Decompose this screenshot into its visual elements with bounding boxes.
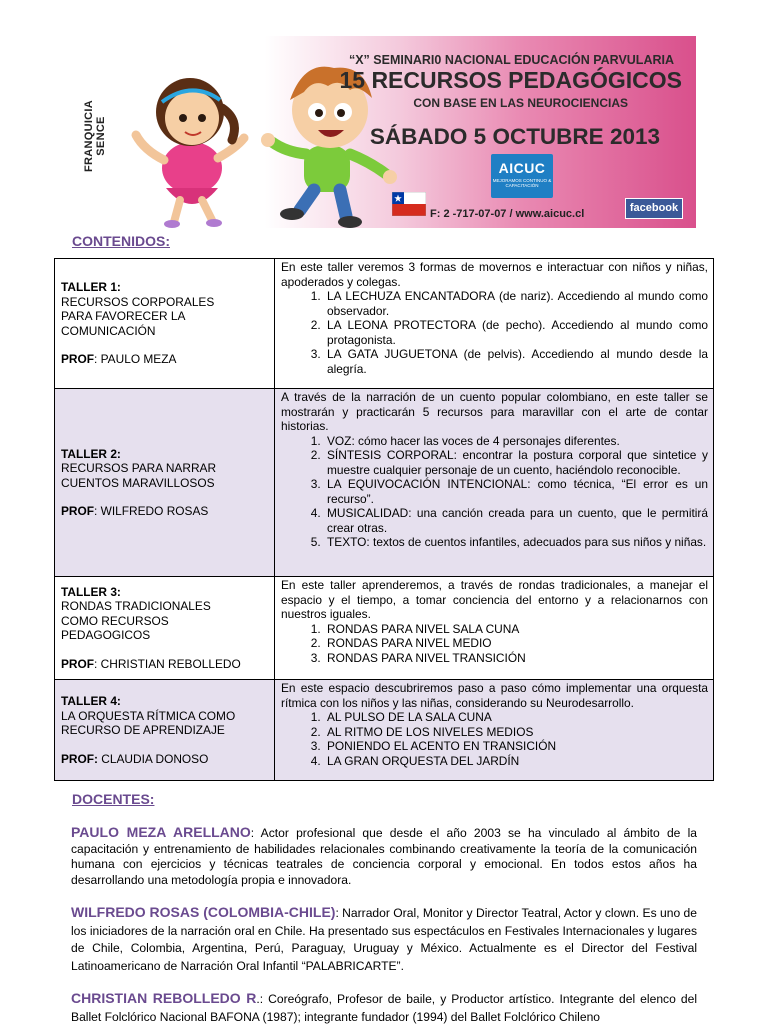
prof-name: : CHRISTIAN REBOLLEDO: [94, 656, 241, 671]
taller-desc-cell: [275, 577, 714, 680]
banner-subtitle: CON BASE EN LAS NEUROCIENCIAS: [413, 96, 628, 110]
taller-item: 1. VOZ: cómo hacer las voces de 4 personajes diferentes.: [324, 434, 708, 449]
taller-row: [55, 389, 714, 577]
docente-text: .: Coreógrafo, Profesor de baile, y Productor artístico. Integrante del elenco del Ballet Folclórico Nacional BAFONA (1987); integrante fundador (1994) del Ballet Folclórico Chileno: [71, 992, 698, 1024]
taller-item: 4. LA GRAN ORQUESTA DEL JARDÍN: [324, 754, 708, 769]
taller-name-line: RECURSO DE APRENDIZAJE: [61, 723, 225, 737]
taller-item: 2. SÍNTESIS CORPORAL: encontrar la postura corporal que sintetice y muestre cualquier personaje de un cuento, haciéndolo reconocible.: [324, 448, 708, 477]
banner-contact: F: 2 -717-07-07 / www.aicuc.cl: [430, 208, 585, 220]
taller-info-cell: [55, 680, 275, 781]
taller-item: 4. MUSICALIDAD: una canción creada para un cuento, que le permitirá crear otras.: [324, 506, 708, 535]
docente-name: CHRISTIAN REBOLLEDO R: [71, 990, 257, 1006]
facebook-badge: facebook: [625, 198, 683, 219]
aicuc-logo: [491, 154, 553, 198]
prof-name: : WILFREDO ROSAS: [94, 504, 209, 518]
taller-prof: [61, 752, 270, 767]
franquicia-sence-label: FRANQUICIA SENCE: [83, 99, 107, 173]
taller-name-line: LA ORQUESTA RÍTMICA COMO: [61, 708, 236, 723]
girl-figure: [136, 78, 244, 228]
taller-title: TALLER 2:: [61, 446, 121, 461]
docente-text: : Narrador Oral, Monitor y Director Teatral, Actor y clown. Es uno de los iniciadores de la narración oral en Chile. Ha presentado sus espectáculos en Festivales Internacionales y lugares de Chile, Colombia, Argentina, Perú, Paraguay, Uruguay y México. Actualmente es el Director del Festival Latinoamericano de Narración Oral Infantil “PALABRICARTE”.: [71, 906, 697, 973]
taller-name-line: COMUNICACIÓN: [61, 323, 156, 338]
taller-item: 2. RONDAS PARA NIVEL MEDIO: [324, 636, 708, 651]
taller-items: [281, 622, 708, 666]
seminar-banner: [80, 36, 696, 228]
taller-title: TALLER 4:: [61, 694, 121, 708]
taller-intro: En este taller veremos 3 formas de movernos e interactuar con niños y niñas, apoderados y colegas.: [281, 260, 708, 289]
banner-seminar-line: “X” SEMINARI0 NACIONAL EDUCACIÓN PARVULARIA: [348, 53, 674, 67]
docente-name: WILFREDO ROSAS (COLOMBIA-CHILE): [71, 904, 336, 920]
docente-text: : Actor profesional que desde el año 2003 se ha vinculado al ámbito de la capacitación y entrenamiento de habilidades relacionales combinando creativamente la teoría de la comunicación humana con ejercicios y técnicas teatrales de conciencia corporal y emocional. En todos estos años ha desarrollando una metodología propia e innovadora.: [71, 826, 697, 887]
taller-items: [281, 710, 708, 768]
taller-items: [281, 434, 708, 550]
taller-row: [55, 577, 714, 680]
taller-title: TALLER 3:: [61, 584, 121, 599]
taller-desc-cell: [275, 389, 714, 577]
taller-info-cell: [55, 259, 275, 389]
taller-name-line: PEDAGOGICOS: [61, 628, 151, 643]
taller-name-line: CUENTOS MARAVILLOSOS: [61, 475, 215, 490]
taller-intro: En este taller aprenderemos, a través de rondas tradicionales, a manejar el espacio y el tiempo, a tomar conciencia del entorno y a relacionarnos con nuestros iguales.: [281, 578, 708, 621]
banner-title: 15 RECURSOS PEDAGÓGICOS: [339, 67, 682, 93]
taller-item: 1. AL PULSO DE LA SALA CUNA: [324, 710, 708, 725]
taller-item: 3. LA GATA JUGUETONA (de pelvis). Accediendo al mundo desde la alegría.: [324, 347, 708, 376]
taller-info-cell: [55, 389, 275, 577]
docente-name: PAULO MEZA ARELLANO: [71, 824, 251, 840]
taller-row: [55, 259, 714, 389]
prof-label: PROF: [61, 504, 95, 518]
taller-desc-cell: [275, 259, 714, 389]
taller-name-line: PARA FAVORECER LA: [61, 309, 186, 324]
taller-item: 2. LA LEONA PROTECTORA (de pecho). Accediendo al mundo como protagonista.: [324, 318, 708, 347]
taller-item: 3. LA EQUIVOCACIÓN INTENCIONAL: como técnica, “El error es un recurso”.: [324, 477, 708, 506]
banner-date: SÁBADO 5 OCTUBRE 2013: [369, 124, 660, 149]
taller-name-line: COMO RECURSOS: [61, 613, 169, 628]
taller-item: 3. RONDAS PARA NIVEL TRANSICIÓN: [324, 651, 708, 666]
taller-name-line: RECURSOS CORPORALES: [61, 294, 215, 309]
taller-title: TALLER 1:: [61, 280, 121, 295]
prof-label: PROF: [61, 656, 95, 671]
taller-name-line: RECURSOS PARA NARRAR: [61, 461, 217, 475]
taller-prof: [61, 352, 270, 367]
taller-item: 1. LA LECHUZA ENCANTADORA (de nariz). Accediendo al mundo como observador.: [324, 289, 708, 318]
contenidos-heading: CONTENIDOS:: [72, 233, 170, 249]
aicuc-logo-text: AICUC: [498, 160, 546, 176]
taller-item: 2. AL RITMO DE LOS NIVELES MEDIOS: [324, 725, 708, 740]
docente-bio: [71, 904, 697, 975]
taller-item: 1. RONDAS PARA NIVEL SALA CUNA: [324, 622, 708, 637]
docente-bio: [71, 990, 697, 1026]
taller-desc-cell: [275, 680, 714, 781]
docentes-heading: DOCENTES:: [72, 791, 155, 807]
prof-name: : PAULO MEZA: [94, 352, 177, 367]
taller-items: [281, 289, 708, 376]
taller-row: [55, 680, 714, 781]
docente-bio: [71, 825, 697, 888]
taller-prof: [61, 504, 270, 519]
aicuc-logo-subtext: MEJORAMOS CONTINUO & CAPACITACIÓN: [492, 178, 552, 188]
taller-name-line: RONDAS TRADICIONALES: [61, 599, 211, 614]
taller-intro: En este espacio descubriremos paso a paso cómo implementar una orquesta rítmica con los niños y las niñas, considerando su Neurodesarrollo.: [281, 681, 708, 710]
taller-item: 3. PONIENDO EL ACENTO EN TRANSICIÓN: [324, 739, 708, 754]
chile-flag-icon: [392, 192, 426, 216]
taller-intro: A través de la narración de un cuento popular colombiano, en este taller se mostrarán y practicarán 5 recursos para maravillar con el arte de contar historias.: [281, 390, 708, 433]
taller-prof: [61, 657, 270, 672]
talleres-table: [54, 258, 714, 781]
prof-label: PROF:: [61, 751, 98, 766]
prof-label: PROF: [61, 352, 95, 367]
taller-info-cell: [55, 577, 275, 680]
prof-name: CLAUDIA DONOSO: [98, 751, 209, 766]
taller-item: 5. TEXTO: textos de cuentos infantiles, adecuados para sus niños y niñas.: [324, 535, 708, 550]
